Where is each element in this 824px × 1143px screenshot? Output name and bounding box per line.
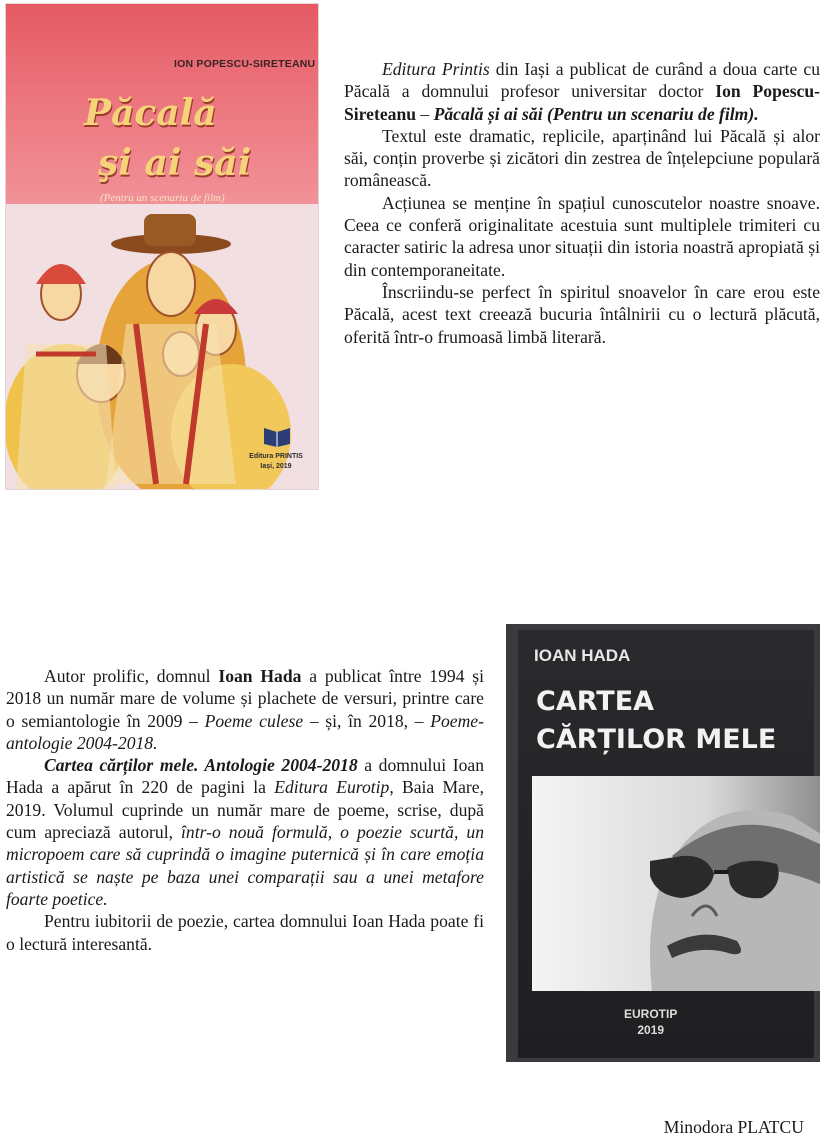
- text-run: Poeme-antologie 2004-2018.: [6, 710, 484, 753]
- text-run: din Iași a publicat de curând a doua carte cu Păcală a domnului profesor universitar doctor: [344, 59, 820, 102]
- text-run: într-o nouă formulă, o poezie scurtă, un micropoem care să cuprindă o imagine puternică și în care emoția artistică se naște pe baza unei comparații sau a unei metafore foarte poetice.: [6, 822, 484, 909]
- cover-author: IOAN HADA: [534, 646, 631, 665]
- publisher-year: 2019: [637, 1023, 665, 1037]
- text-run: Cartea cărților mele. Antologie 2004-2018: [44, 755, 358, 776]
- book-cover-pacala: [6, 4, 318, 489]
- text-run: Ion Popescu-Sireteanu: [344, 81, 820, 124]
- book-cover-cartea-cartilor: [506, 624, 820, 1062]
- cover-title-line1: Păcală: [84, 92, 217, 134]
- text-run: – și, în 2018, –: [303, 710, 431, 731]
- text-run: a domnului Ioan Hada a apărut în 220 de pagini la: [6, 755, 484, 798]
- review2-paragraph: Pentru iubitorii de poezie, cartea domnului Ioan Hada poate fi o lectură interesantă.: [6, 911, 484, 954]
- cover-subtitle: (Pentru un scenariu de film): [100, 192, 225, 204]
- publisher-name: Editura PRINTIS: [249, 453, 303, 460]
- review1-paragraph: Acțiunea se menține în spațiul cunoscutelor noastre snoave. Ceea ce conferă originalitate acestuia sunt multiplele trimiteri cu caracter satiric la adresa unor situații din istoria noastră apropiată și din contemporaneitate.: [344, 192, 820, 280]
- text-run: Păcală și ai săi (Pentru un scenariu de film).: [433, 103, 759, 124]
- text-run: –: [416, 103, 434, 124]
- cover-publisher: [624, 1006, 677, 1038]
- signature: Minodora PLATCU: [663, 1117, 804, 1137]
- cover-author: ION POPESCU-SIRETEANU: [174, 58, 316, 70]
- review-cartea-cartilor: [6, 665, 484, 955]
- review2-paragraph: [6, 665, 484, 754]
- text-run: Editura Printis: [382, 59, 490, 79]
- publisher-name: EUROTIP: [624, 1007, 678, 1021]
- text-run: Editura Eurotip: [274, 777, 390, 798]
- text-run: , Baia Mare, 2019. Volumul cuprinde un număr mare de poeme, scrise, după cum apreciază autorul,: [6, 777, 484, 843]
- review1-paragraph: [344, 58, 820, 125]
- review1-paragraph: Textul este dramatic, replicile, aparținând lui Păcală și alor săi, conțin proverbe și zicători din zestrea de înțelepciune populară românească.: [344, 125, 820, 191]
- text-run: Poeme culese: [204, 710, 304, 731]
- review2-paragraph: [6, 754, 484, 910]
- text-run: Autor prolific, domnul: [44, 666, 219, 686]
- cover-title-line1: CARTEA: [536, 686, 655, 717]
- publisher-place-year: Iași, 2019: [260, 463, 292, 470]
- review1-paragraph: Înscriindu-se perfect în spiritul snoavelor în care erou este Păcală, acest text creează bucuria întâlnirii cu o lectură plăcută, oferită într-o frumoasă limbă literară.: [344, 281, 820, 347]
- publisher-book-logo-icon: [262, 422, 292, 448]
- cover-title-line2: şi ai săi: [98, 142, 252, 184]
- cover-publisher: [246, 452, 306, 472]
- text-run: Ioan Hada: [218, 666, 302, 686]
- text-run: a publicat între 1994 și 2018 un număr mare de volume și plachete de versuri, printre care o semiantologie în 2009 –: [6, 666, 485, 731]
- cover-title-line2: CĂRȚILOR MELE: [536, 724, 777, 755]
- review-pacala: [344, 58, 820, 348]
- author-portrait: [532, 776, 820, 991]
